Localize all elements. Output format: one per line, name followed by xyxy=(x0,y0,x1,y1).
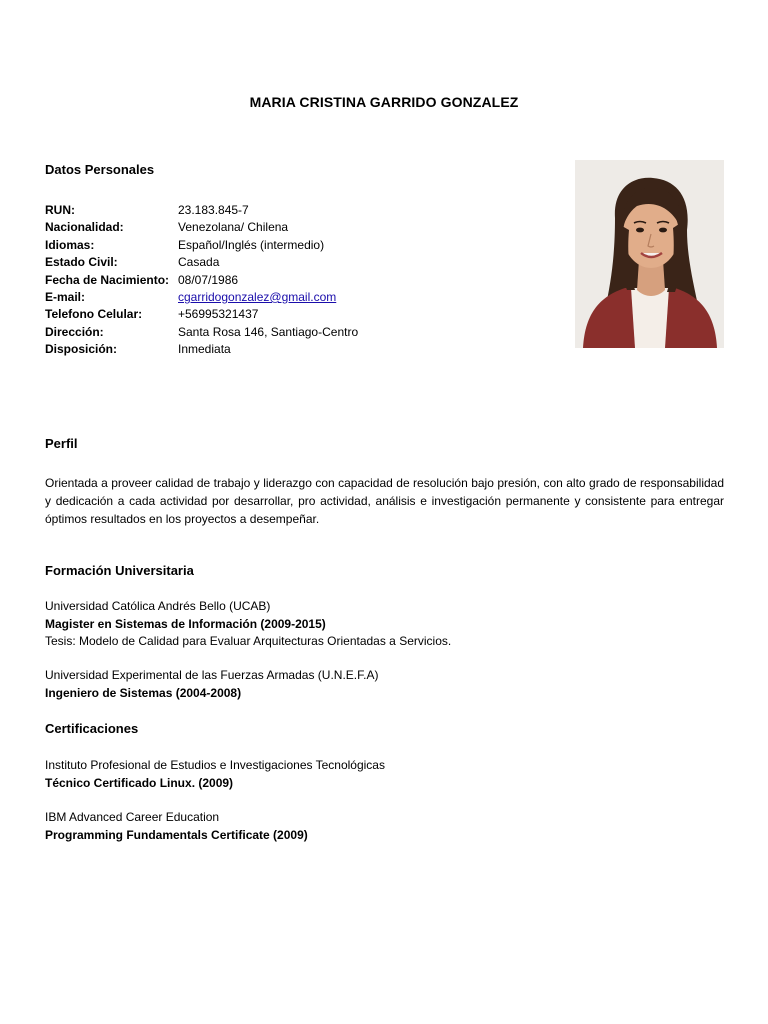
personal-row-birth-date xyxy=(45,272,358,289)
address-label: Dirección: xyxy=(45,324,104,339)
run-value: 23.183.845-7 xyxy=(178,203,249,217)
personal-row-address xyxy=(45,324,358,341)
education-entry xyxy=(45,667,378,702)
profile-photo xyxy=(575,160,724,348)
email-label: E-mail: xyxy=(45,289,86,304)
availability-label: Disposición: xyxy=(45,342,118,357)
education-degree: Ingeniero de Sistemas (2004-2008) xyxy=(45,685,242,700)
education-degree: Magister en Sistemas de Información (2009-2015) xyxy=(45,616,326,631)
phone-value: +56995321437 xyxy=(178,307,259,322)
languages-label: Idiomas: xyxy=(45,237,95,252)
nationality-label: Nacionalidad: xyxy=(45,220,124,235)
personal-row-email xyxy=(45,289,358,306)
personal-row-availability xyxy=(45,341,358,358)
certification-institution: IBM Advanced Career Education xyxy=(45,810,220,824)
personal-data-table xyxy=(45,202,358,359)
certifications-heading: Certificaciones xyxy=(45,721,139,736)
birth-date-value: 08/07/1986 xyxy=(178,272,239,287)
profile-photo-illustration xyxy=(575,160,724,348)
personal-row-languages xyxy=(45,237,358,254)
personal-data-heading: Datos Personales xyxy=(45,162,155,177)
personal-row-nationality xyxy=(45,219,358,236)
personal-row-civil-status xyxy=(45,254,358,271)
civil-status-label: Estado Civil: xyxy=(45,255,118,270)
email-link[interactable]: cgarridogonzalez@gmail.com xyxy=(178,289,337,304)
education-institution: Universidad Católica Andrés Bello (UCAB) xyxy=(45,599,271,613)
certification-title: Técnico Certificado Linux. (2009) xyxy=(45,775,234,790)
address-value: Santa Rosa 146, Santiago-Centro xyxy=(178,324,359,339)
civil-status-value: Casada xyxy=(178,255,220,270)
certification-title: Programming Fundamentals Certificate (2009) xyxy=(45,827,308,842)
certification-institution: Instituto Profesional de Estudios e Investigaciones Tecnológicas xyxy=(45,758,385,772)
candidate-name: MARIA CRISTINA GARRIDO GONZALEZ xyxy=(249,94,519,110)
certification-entry xyxy=(45,809,308,844)
personal-row-phone xyxy=(45,306,358,323)
profile-text: Orientada a proveer calidad de trabajo y liderazgo con capacidad de resolución bajo presión, con alto grado de responsabilidad y dedicación a cada actividad por desarrollar, pro actividad, análisis e investigación permanente y consistente para entregar óptimos resultados en los proyectos a desempeñar. xyxy=(45,476,724,526)
education-institution: Universidad Experimental de las Fuerzas Armadas (U.N.E.F.A) xyxy=(45,668,379,682)
run-label: RUN: xyxy=(45,203,75,217)
education-entry xyxy=(45,598,451,651)
education-thesis: Tesis: Modelo de Calidad para Evaluar Arquitecturas Orientadas a Servicios. xyxy=(45,634,452,648)
certification-entry xyxy=(45,757,385,792)
profile-heading: Perfil xyxy=(45,436,78,451)
education-heading: Formación Universitaria xyxy=(45,563,194,578)
personal-row-run xyxy=(45,202,358,219)
languages-value: Español/Inglés (intermedio) xyxy=(178,237,325,252)
birth-date-label: Fecha de Nacimiento: xyxy=(45,272,170,287)
availability-value: Inmediata xyxy=(178,342,231,357)
nationality-value: Venezolana/ Chilena xyxy=(178,220,289,235)
phone-label: Telefono Celular: xyxy=(45,307,143,322)
